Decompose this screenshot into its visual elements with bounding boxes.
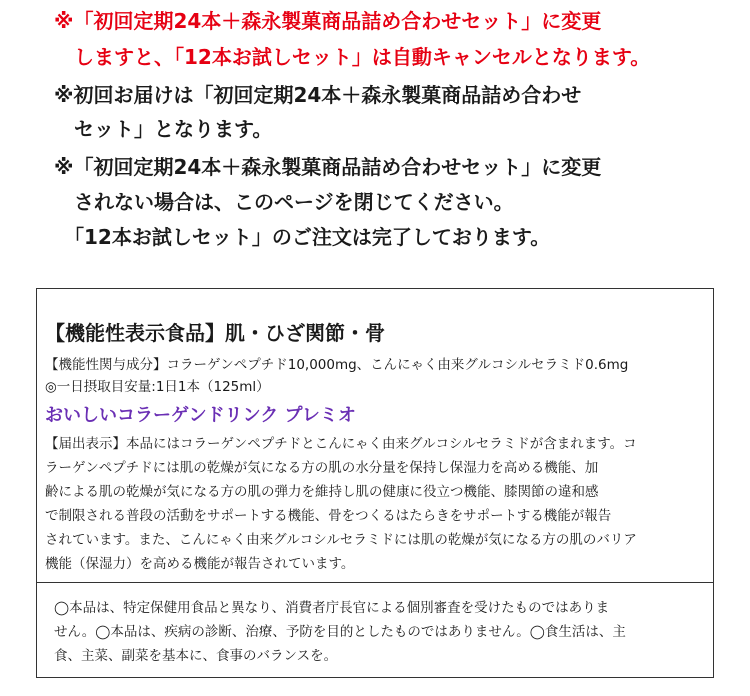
notification-text-line: されています。また、こんにゃく由来グルコシルセラミドには肌の乾燥が気になる方の肌のバリア <box>45 532 637 548</box>
notice-line-3: ※初回お届けは「初回定期24本＋森永製菓商品詰め合わせ <box>54 83 582 107</box>
section-divider <box>37 582 713 583</box>
notification-text-line: ラーゲンペプチドには肌の乾燥が気になる方の肌の水分量を保持し保湿力を高める機能、加 <box>45 460 599 476</box>
functional-ingredients: 【機能性関与成分】コラーゲンペプチド10,000mg、こんにゃく由来グルコシルセラミド0.6mg <box>45 357 629 373</box>
notification-text-line: で制限される普段の活動をサポートする機能、骨をつくるはたらきをサポートする機能が報告 <box>45 508 612 524</box>
disclaimer-line: ◯本品は、特定保健用食品と異なり、消費者庁長官による個別審査を受けたものではありま <box>54 600 610 616</box>
red-notice-line-2: しますと、「12本お試しセット」は自動キャンセルとなります。 <box>54 45 651 69</box>
notice-line-5: ※「初回定期24本＋森永製菓商品詰め合わせセット」に変更 <box>54 155 602 179</box>
notice-line-6: されない場合は、このページを閉じてください。 <box>54 190 514 214</box>
disclaimer-line: 食、主菜、副菜を基本に、食事のバランスを。 <box>54 648 338 664</box>
red-notice-line-1: ※「初回定期24本＋森永製菓商品詰め合わせセット」に変更 <box>54 9 602 33</box>
notification-text-line: 機能（保湿力）を高める機能が報告されています。 <box>45 556 355 572</box>
functional-food-box <box>36 288 714 678</box>
product-name: おいしいコラーゲンドリンク プレミオ <box>45 405 356 426</box>
disclaimer-line: せん。◯本品は、疾病の診断、治療、予防を目的としたものではありません。◯食生活は、主 <box>54 624 626 640</box>
daily-intake: ◎一日摂取目安量:1日1本（125ml） <box>45 379 270 395</box>
functional-food-title: 【機能性表示食品】肌・ひざ関節・骨 <box>45 321 385 345</box>
notice-line-7: 「12本お試しセット」のご注文は完了しております。 <box>54 225 551 249</box>
notice-line-4: セット」となります。 <box>54 117 273 141</box>
notification-text-line: 齢による肌の乾燥が気になる方の肌の弾力を維持し肌の健康に役立つ機能、膝関節の違和感 <box>45 484 599 500</box>
notification-text-line: 【届出表示】本品にはコラーゲンペプチドとこんにゃく由来グルコシルセラミドが含まれます。コ <box>45 436 637 452</box>
